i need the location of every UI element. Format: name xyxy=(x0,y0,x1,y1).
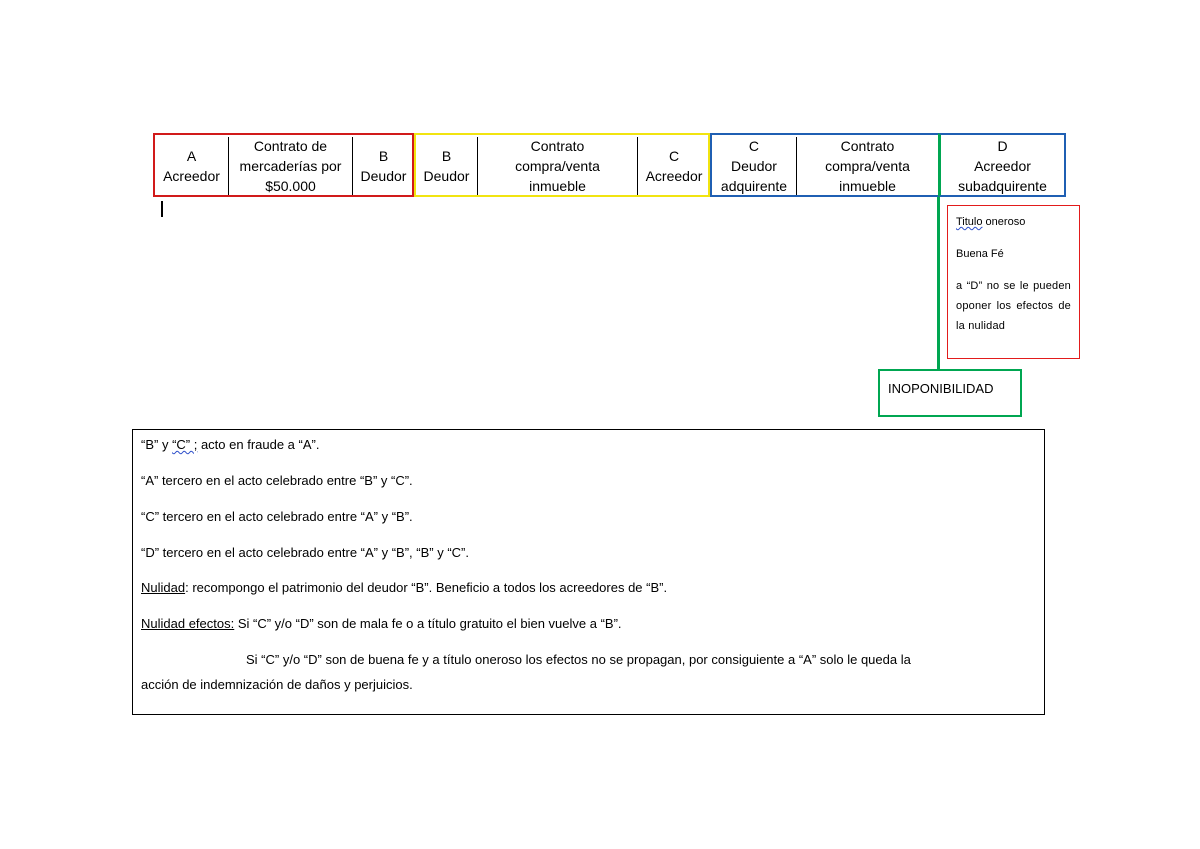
inoponibilidad-label: INOPONIBILIDAD xyxy=(888,381,994,396)
cell-c-deudor-adquirente: C Deudor adquirente xyxy=(712,137,797,195)
text-line-5: Nulidad: recompongo el patrimonio del deudor “B”. Beneficio a todos los acreedores de “B”. xyxy=(141,580,668,595)
cell-contrato-compraventa-2: Contrato compra/venta inmueble xyxy=(825,138,910,194)
cell-contrato-mercaderias: Contrato de mercaderías por $50.000 xyxy=(229,137,353,195)
notes-box xyxy=(947,205,1080,359)
text-line-3: “C” tercero en el acto celebrado entre “A” y “B”. xyxy=(141,509,413,524)
cell-contrato-compraventa: Contrato compra/venta inmueble xyxy=(478,137,638,195)
cell-b-deudor: B Deudor xyxy=(360,148,407,184)
text-line-8: acción de indemnización de daños y perjuicios. xyxy=(141,677,413,692)
inoponibilidad-box xyxy=(878,369,1022,417)
main-text-box xyxy=(132,429,1045,715)
green-connector-line xyxy=(937,197,940,369)
cell-d-acreedor-subadquirente: D Acreedor subadquirente xyxy=(958,138,1047,194)
note-buena-fe: Buena Fé xyxy=(956,248,1004,260)
cell-a-acreedor: A Acreedor xyxy=(155,137,229,195)
cell-b-deudor-2: B Deudor xyxy=(416,137,478,195)
text-line-1: “B” y “C” ; acto en fraude a “A”. xyxy=(141,437,320,452)
note-oneroso-word: oneroso xyxy=(982,216,1026,228)
note-titulo-word: Titulo xyxy=(956,216,983,228)
note-oponer: a “D” no se le pueden oponer los efectos de la nulidad xyxy=(956,280,1071,332)
text-cursor xyxy=(161,201,163,217)
text-line-6: Nulidad efectos: Si “C” y/o “D” son de mala fe o a título gratuito el bien vuelve a “B”. xyxy=(141,616,622,631)
note-titulo-oneroso xyxy=(956,212,1071,232)
text-line-4: “D” tercero en el acto celebrado entre “A” y “B”, “B” y “C”. xyxy=(141,545,469,560)
cell-c-acreedor: C Acreedor xyxy=(645,148,703,184)
text-line-2: “A” tercero en el acto celebrado entre “B” y “C”. xyxy=(141,473,413,488)
text-line-7: Si “C” y/o “D” son de buena fe y a título oneroso los efectos no se propagan, por consiguiente a “A” solo le queda la xyxy=(246,652,911,667)
